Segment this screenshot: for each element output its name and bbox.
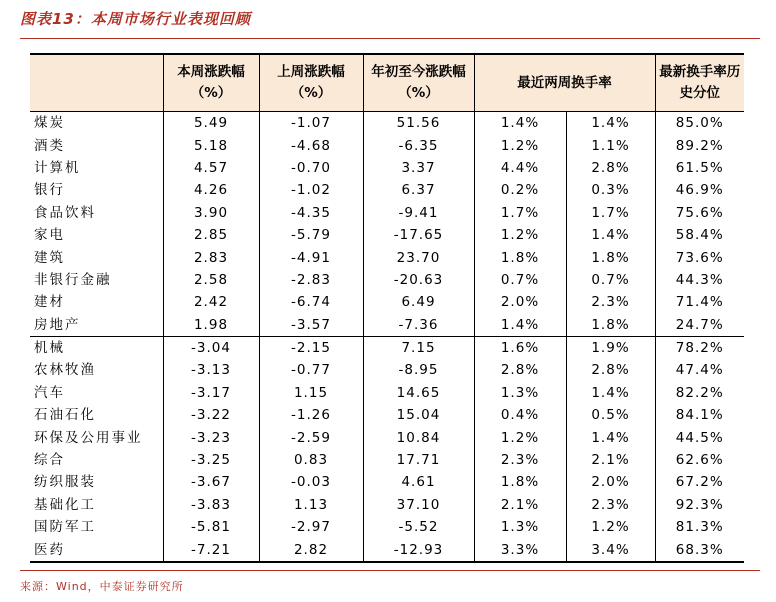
turnover-percentile-cell: 89.2% [655,134,744,156]
table-row [30,359,744,381]
industry-name-cell: 纺织服装 [34,474,96,491]
turnover-week2-cell: 1.4% [566,224,655,246]
ytd-change-cell: -12.93 [363,538,474,561]
table-row [30,269,744,291]
table-row [30,336,744,359]
week-change-cell: 2.58 [163,269,259,291]
week-change-cell: -7.21 [163,538,259,561]
turnover-week1-cell: 1.3% [474,382,566,404]
last-week-change-cell: 1.13 [259,494,363,516]
last-week-change-cell: -0.70 [259,157,363,179]
table-row [30,516,744,538]
industry-name-cell: 非银行金融 [34,271,112,288]
turnover-percentile-cell: 58.4% [655,224,744,246]
turnover-week1-cell: 1.8% [474,471,566,493]
turnover-week2-cell: 3.4% [566,538,655,561]
turnover-week1-cell: 0.7% [474,269,566,291]
table-row [30,538,744,561]
turnover-percentile-cell: 44.5% [655,426,744,448]
ytd-change-cell: 10.84 [363,426,474,448]
ytd-change-cell: -20.63 [363,269,474,291]
ytd-change-cell: 14.65 [363,382,474,404]
ytd-change-cell: 3.37 [363,157,474,179]
industry-name-cell: 煤炭 [34,115,65,132]
title-divider [20,38,760,39]
ytd-change-cell: -5.52 [363,516,474,538]
turnover-week2-cell: 1.4% [566,112,655,135]
turnover-week2-cell: 1.9% [566,336,655,359]
last-week-change-cell: -4.35 [259,202,363,224]
turnover-week1-cell: 2.1% [474,494,566,516]
week-change-cell: 2.42 [163,291,259,313]
turnover-week1-cell: 3.3% [474,538,566,561]
last-week-change-cell: -2.59 [259,426,363,448]
last-week-change-cell: 2.82 [259,538,363,561]
industry-name-cell: 医药 [30,538,163,561]
table-row [30,404,744,426]
table-row [30,449,744,471]
industry-name-cell: 计算机 [34,159,81,176]
table-header-row [30,54,744,112]
industry-name-cell: 基础化工 [34,496,96,513]
turnover-week1-cell: 1.2% [474,426,566,448]
week-change-cell: 4.26 [163,179,259,201]
turnover-week1-cell: 0.4% [474,404,566,426]
ytd-change-cell: 7.15 [363,336,474,359]
table-row [30,224,744,246]
turnover-week2-cell: 1.2% [566,516,655,538]
turnover-week1-cell: 2.8% [474,359,566,381]
turnover-percentile-cell: 46.9% [655,179,744,201]
turnover-percentile-cell: 44.3% [655,269,744,291]
week-change-cell: -3.83 [163,494,259,516]
turnover-week2-cell: 0.3% [566,179,655,201]
industry-name-cell: 银行 [34,182,65,199]
week-change-cell: -3.23 [163,426,259,448]
industry-name-cell: 综合 [34,452,65,469]
industry-name-cell: 房地产 [34,316,81,333]
turnover-percentile-cell: 75.6% [655,202,744,224]
turnover-week2-cell: 1.4% [566,382,655,404]
turnover-week1-cell: 2.0% [474,291,566,313]
turnover-week2-cell: 2.8% [566,157,655,179]
header-industry [30,54,163,112]
header-turnover-percentile: 最新换手率历史分位 [655,54,744,112]
last-week-change-cell: -1.07 [259,112,363,135]
ytd-change-cell: 15.04 [363,404,474,426]
turnover-percentile-cell: 85.0% [655,112,744,135]
figure-title: 图表13：本周市场行业表现回顾 [20,10,251,28]
turnover-percentile-cell: 92.3% [655,494,744,516]
industry-name-cell: 建材 [34,294,65,311]
week-change-cell: -3.17 [163,382,259,404]
week-change-cell: 3.90 [163,202,259,224]
industry-name-cell: 酒类 [34,137,65,154]
turnover-week2-cell: 1.7% [566,202,655,224]
turnover-percentile-cell: 47.4% [655,359,744,381]
table-row [30,471,744,493]
last-week-change-cell: -4.91 [259,246,363,268]
industry-name-cell: 汽车 [34,384,65,401]
table-row [30,382,744,404]
ytd-change-cell: -17.65 [363,224,474,246]
industry-name-cell: 国防军工 [34,519,96,536]
week-change-cell: 2.83 [163,246,259,268]
ytd-change-cell: 23.70 [363,246,474,268]
table-row [30,157,744,179]
turnover-week2-cell: 1.8% [566,314,655,337]
week-change-cell: 5.49 [163,112,259,135]
turnover-week2-cell: 0.7% [566,269,655,291]
turnover-week2-cell: 2.1% [566,449,655,471]
turnover-week1-cell: 4.4% [474,157,566,179]
week-change-cell: 4.57 [163,157,259,179]
table-row [30,112,744,135]
ytd-change-cell: 37.10 [363,494,474,516]
turnover-percentile-cell: 62.6% [655,449,744,471]
turnover-week1-cell: 1.2% [474,224,566,246]
turnover-percentile-cell: 61.5% [655,157,744,179]
week-change-cell: -3.25 [163,449,259,471]
last-week-change-cell: 1.15 [259,382,363,404]
industry-performance-table [30,53,744,563]
table-row [30,291,744,313]
source-divider [20,570,760,571]
last-week-change-cell: -0.03 [259,471,363,493]
table-row [30,426,744,448]
last-week-change-cell: -1.02 [259,179,363,201]
table-row [30,494,744,516]
header-week-change: 本周涨跌幅（%） [163,54,259,112]
turnover-percentile-cell: 24.7% [655,314,744,337]
turnover-week2-cell: 2.3% [566,494,655,516]
table-row [30,246,744,268]
week-change-cell: 5.18 [163,134,259,156]
turnover-percentile-cell: 73.6% [655,246,744,268]
last-week-change-cell: -4.68 [259,134,363,156]
turnover-percentile-cell: 68.3% [655,538,744,561]
turnover-week2-cell: 2.3% [566,291,655,313]
industry-name-cell: 农林牧渔 [34,362,96,379]
turnover-week1-cell: 0.2% [474,179,566,201]
ytd-change-cell: -7.36 [363,314,474,337]
turnover-week2-cell: 1.1% [566,134,655,156]
last-week-change-cell: -0.77 [259,359,363,381]
last-week-change-cell: -3.57 [259,314,363,337]
header-ytd-change: 年初至今涨跌幅（%） [363,54,474,112]
ytd-change-cell: 4.61 [363,471,474,493]
turnover-week1-cell: 1.8% [474,246,566,268]
turnover-percentile-cell: 84.1% [655,404,744,426]
turnover-week1-cell: 1.6% [474,336,566,359]
ytd-change-cell: 17.71 [363,449,474,471]
industry-name-cell: 建筑 [34,249,65,266]
ytd-change-cell: 6.49 [363,291,474,313]
ytd-change-cell: -6.35 [363,134,474,156]
industry-name-cell: 机械 [30,336,163,359]
week-change-cell: -3.22 [163,404,259,426]
source-note: 来源：Wind，中泰证券研究所 [20,580,184,593]
table-row [30,179,744,201]
turnover-week1-cell: 1.2% [474,134,566,156]
turnover-percentile-cell: 82.2% [655,382,744,404]
turnover-percentile-cell: 71.4% [655,291,744,313]
table-row [30,202,744,224]
last-week-change-cell: -2.97 [259,516,363,538]
week-change-cell: 2.85 [163,224,259,246]
ytd-change-cell: 51.56 [363,112,474,135]
turnover-week2-cell: 0.5% [566,404,655,426]
table-row [30,134,744,156]
industry-name-cell: 食品饮料 [34,204,96,221]
turnover-week2-cell: 1.8% [566,246,655,268]
industry-name-cell: 环保及公用事业 [34,429,143,446]
turnover-week2-cell: 1.4% [566,426,655,448]
last-week-change-cell: -1.26 [259,404,363,426]
turnover-percentile-cell: 78.2% [655,336,744,359]
turnover-week1-cell: 1.7% [474,202,566,224]
week-change-cell: 1.98 [163,314,259,337]
turnover-week2-cell: 2.8% [566,359,655,381]
ytd-change-cell: 6.37 [363,179,474,201]
week-change-cell: -5.81 [163,516,259,538]
industry-name-cell: 家电 [34,227,65,244]
week-change-cell: -3.04 [163,336,259,359]
last-week-change-cell: -5.79 [259,224,363,246]
week-change-cell: -3.67 [163,471,259,493]
turnover-week1-cell: 2.3% [474,449,566,471]
turnover-week1-cell: 1.3% [474,516,566,538]
week-change-cell: -3.13 [163,359,259,381]
ytd-change-cell: -8.95 [363,359,474,381]
turnover-percentile-cell: 67.2% [655,471,744,493]
last-week-change-cell: -6.74 [259,291,363,313]
turnover-percentile-cell: 81.3% [655,516,744,538]
last-week-change-cell: 0.83 [259,449,363,471]
table-row [30,314,744,337]
ytd-change-cell: -9.41 [363,202,474,224]
last-week-change-cell: -2.83 [259,269,363,291]
header-last-week-change: 上周涨跌幅（%） [259,54,363,112]
turnover-week1-cell: 1.4% [474,112,566,135]
last-week-change-cell: -2.15 [259,336,363,359]
turnover-week2-cell: 2.0% [566,471,655,493]
industry-name-cell: 石油石化 [34,407,96,424]
header-turnover: 最近两周换手率 [474,54,655,112]
turnover-week1-cell: 1.4% [474,314,566,337]
